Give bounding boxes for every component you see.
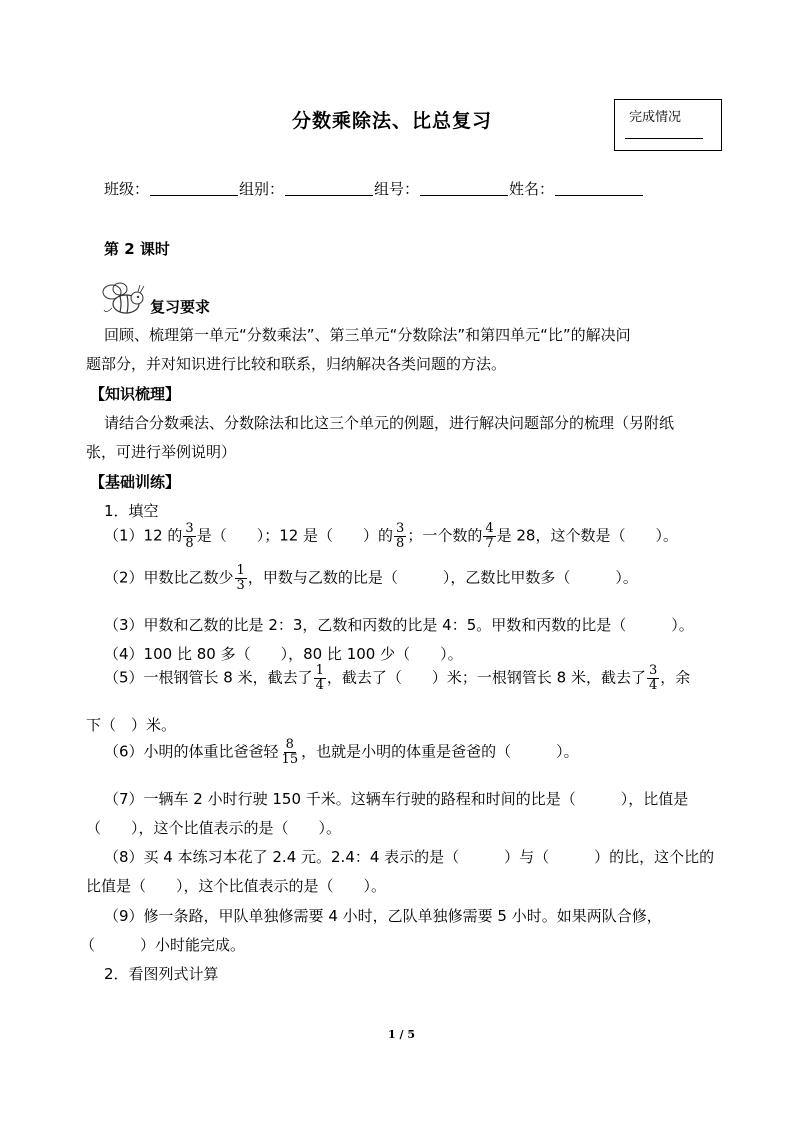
q1-2-text-b: ，甲数与乙数的比是（ ），乙数比甲数多（ ）。: [247, 568, 638, 587]
fraction-numerator: 3: [649, 663, 658, 678]
review-text-line-2: 题部分，并对知识进行比较和联系，归纳解决各类问题的方法。: [86, 355, 507, 373]
class-label: 班级：: [104, 180, 150, 198]
fraction-denominator: 4: [315, 677, 324, 693]
student-info-row: [104, 178, 644, 199]
name-blank[interactable]: [555, 181, 643, 196]
fraction-denominator: 4: [649, 677, 658, 693]
question-1-4: （4）100 比 80 多（ ），80 比 100 少（ ）。: [104, 645, 463, 663]
page-number: 1 / 5: [388, 1028, 415, 1041]
question-1-6: [104, 738, 579, 766]
question-1-7-line-1: （7）一辆车 2 小时行驶 150 千米。这辆车行驶的路程和时间的比是（ ），比值是: [104, 790, 689, 808]
q1-1-text-d: 是 28，这个数是（ ）。: [496, 526, 678, 545]
question-1-9-line-1: （9）修一条路，甲队单独修需要 4 小时，乙队单独修需要 5 小时。如果两队合修，: [104, 907, 662, 925]
group-number-label: 组号：: [374, 180, 420, 198]
fraction-1-4: [314, 664, 326, 692]
fraction-denominator: 7: [485, 535, 494, 551]
review-text-line-1: 回顾、梳理第一单元“分数乘法”、第三单元“分数除法”和第四单元“比”的解决问: [104, 326, 631, 344]
fraction-numerator: 1: [315, 663, 324, 678]
lesson-label: 第 2 课时: [104, 240, 170, 258]
knowledge-text-line-2: 张，可进行举例说明）: [86, 443, 237, 461]
group-number-blank[interactable]: [420, 181, 508, 196]
fraction-denominator: 8: [185, 535, 194, 551]
q1-1-text-a: （1）12 的: [104, 526, 183, 545]
fraction-numerator: 3: [185, 521, 194, 536]
fraction-denominator: 8: [396, 535, 405, 551]
group-blank[interactable]: [285, 181, 373, 196]
fraction-3-8-a: [183, 522, 195, 550]
question-1-5-line-2: 下（ ）米。: [86, 716, 177, 734]
fraction-1-3: [235, 564, 247, 592]
review-heading: 复习要求: [150, 298, 211, 316]
question-1-2: [104, 564, 638, 592]
page-title: 分数乘除法、比总复习: [292, 110, 493, 132]
q1-5-text-b: ，截去了（ ）米；一根钢管长 8 米，截去了: [326, 668, 646, 687]
question-1-7-line-2: （ ），这个比值表示的是（ ）。: [86, 819, 342, 837]
question-1-1: [104, 522, 678, 550]
completion-status-label: 完成情况: [629, 110, 682, 125]
question-1-9-line-2: （ ）小时能完成。: [80, 936, 246, 954]
bee-icon: [100, 280, 148, 320]
fraction-4-7: [483, 522, 495, 550]
training-heading: 【基础训练】: [90, 473, 181, 491]
question-1-3: （3）甲数和乙数的比是 2：3，乙数和丙数的比是 4：5。甲数和丙数的比是（ ）。: [104, 616, 694, 634]
question-1-8-line-1: （8）买 4 本练习本花了 2.4 元。2.4：4 表示的是（ ）与（ ）的比，这个比的: [104, 848, 715, 866]
knowledge-text-line-1: 请结合分数乘法、分数除法和比这三个单元的例题，进行解决问题部分的梳理（另附纸: [104, 414, 675, 432]
fraction-numerator: 8: [285, 737, 294, 752]
fraction-3-4: [647, 664, 659, 692]
q1-1-text-c: ；一个数的: [407, 526, 483, 545]
q1-5-text-c: ，余: [660, 668, 691, 687]
q1-5-text-a: （5）一根钢管长 8 米，截去了: [104, 668, 313, 687]
completion-status-blank[interactable]: [625, 138, 703, 139]
question-1-8-line-2: 比值是（ ），这个比值表示的是（ ）。: [86, 877, 387, 895]
name-label: 姓名：: [509, 180, 555, 198]
q1-2-text-a: （2）甲数比乙数少: [104, 568, 234, 587]
question-1-5: [104, 664, 690, 692]
q1-1-text-b: 是（ ）；12 是（ ）的: [196, 526, 394, 545]
knowledge-heading: 【知识梳理】: [90, 385, 181, 403]
fraction-numerator: 1: [236, 563, 245, 578]
question-2-title: 2．看图列式计算: [104, 965, 219, 983]
fraction-numerator: 3: [396, 521, 405, 536]
completion-status-box: [614, 99, 722, 151]
q1-6-text-b: ，也就是小明的体重是爸爸的（ ）。: [301, 742, 579, 761]
fraction-8-15: [280, 738, 301, 766]
question-1-title: 1．填空: [104, 502, 159, 520]
fraction-denominator: 15: [281, 751, 299, 767]
fraction-3-8-b: [394, 522, 406, 550]
fraction-numerator: 4: [485, 521, 494, 536]
class-blank[interactable]: [150, 181, 238, 196]
group-label: 组别：: [239, 180, 285, 198]
fraction-denominator: 3: [236, 577, 245, 593]
q1-6-text-a: （6）小明的体重比爸爸轻: [104, 742, 279, 761]
